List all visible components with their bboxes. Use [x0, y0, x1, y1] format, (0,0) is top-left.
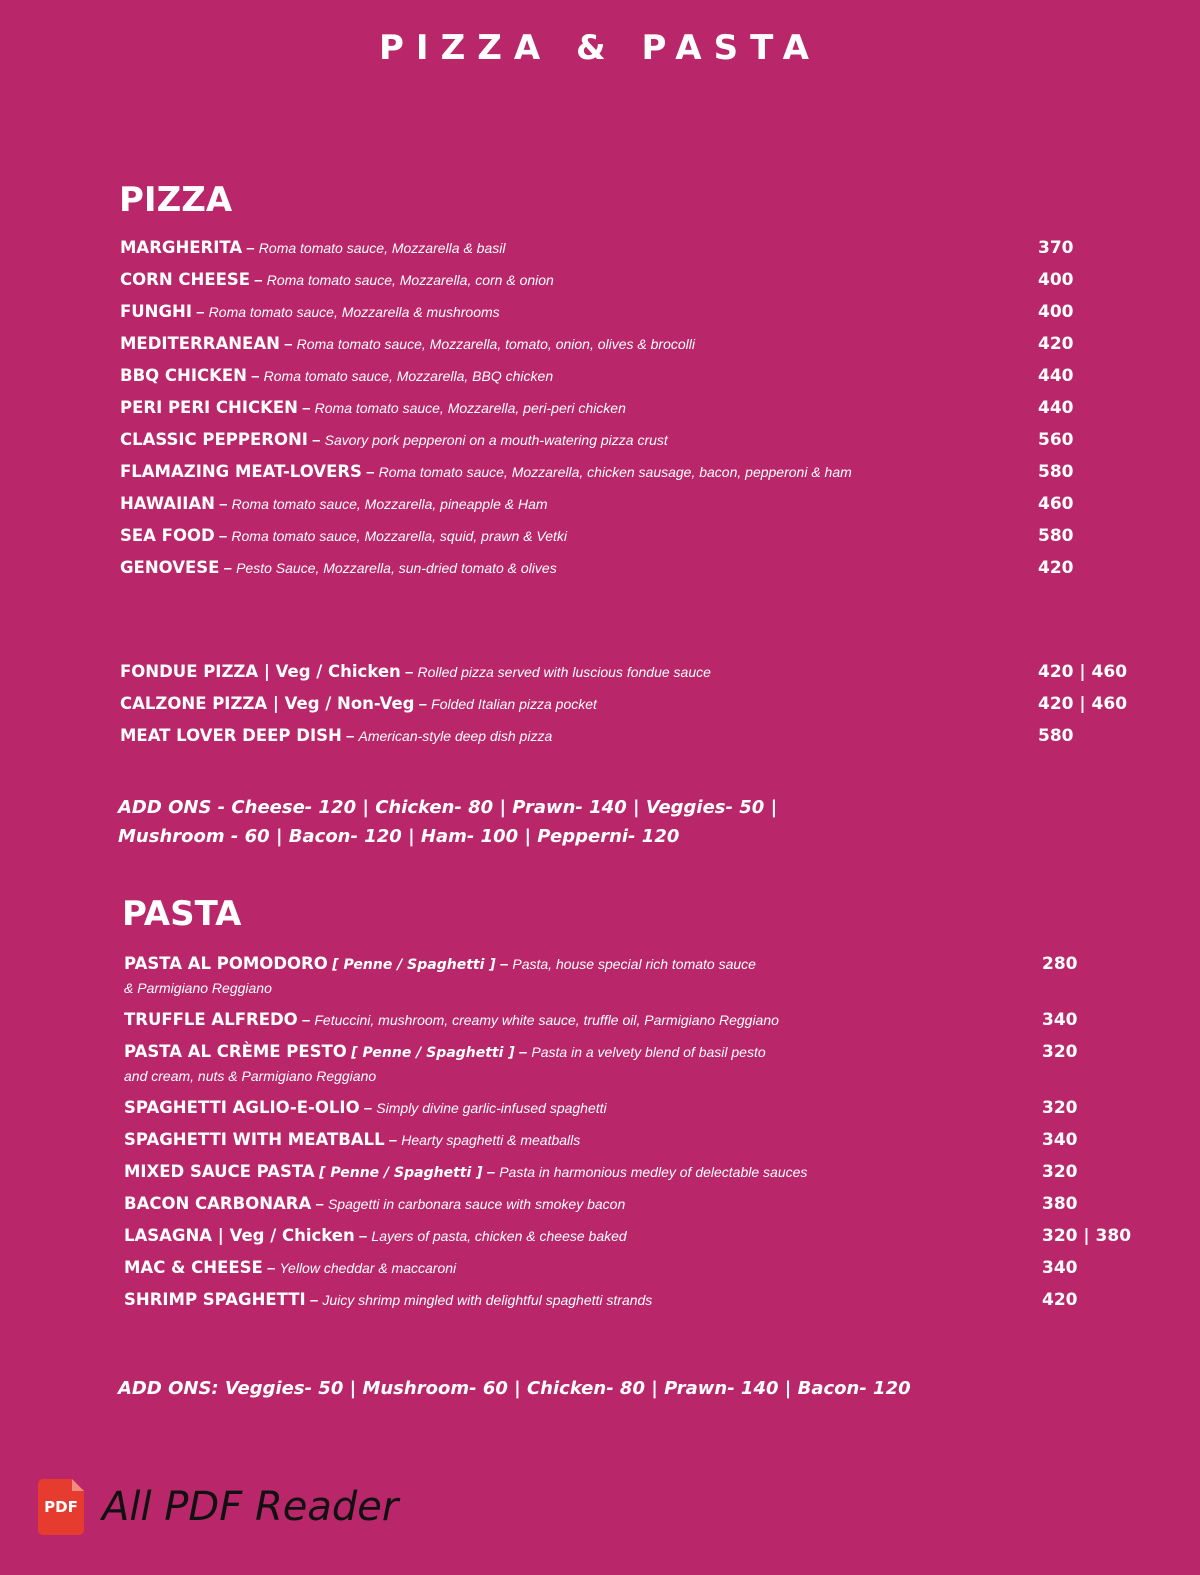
- menu-item: [124, 1127, 1144, 1159]
- item-separator: –: [214, 528, 232, 545]
- pizza-section-title: PIZZA: [119, 180, 233, 220]
- menu-item: [120, 659, 1140, 691]
- item-price: 380: [1042, 1194, 1078, 1214]
- item-description: Spagetti in carbonara sauce with smokey bacon: [327, 1196, 626, 1212]
- item-separator: –: [400, 664, 418, 681]
- menu-item-line: [120, 299, 1140, 326]
- item-price: 320: [1042, 1098, 1078, 1118]
- menu-item-line: [124, 1255, 1144, 1282]
- page-title: PIZZA & PASTA: [379, 28, 821, 68]
- item-description: Roma tomato sauce, Mozzarella, chicken sausage, bacon, pepperoni & ham: [378, 464, 852, 480]
- item-separator: –: [250, 272, 267, 289]
- item-description: Juicy shrimp mingled with delightful spaghetti strands: [322, 1292, 653, 1308]
- item-description-continued: & Parmigiano Reggiano: [124, 980, 272, 996]
- item-separator: –: [311, 1196, 328, 1213]
- pizza-addons-line: ADD ONS - Cheese- 120 | Chicken- 80 | Prawn- 140 | Veggies- 50 |: [118, 797, 778, 818]
- menu-item-line: [120, 331, 1140, 358]
- menu-item-line: [124, 1159, 1144, 1186]
- pizza-addons-line: Mushroom - 60 | Bacon- 120 | Ham- 100 | Pepperni- 120: [118, 826, 680, 847]
- item-name: SHRIMP SPAGHETTI: [124, 1290, 306, 1309]
- item-price: 420 | 460: [1038, 662, 1128, 682]
- menu-item-line: [124, 1223, 1144, 1250]
- pasta-menu-list: [124, 951, 1144, 1319]
- item-price: 580: [1038, 726, 1074, 746]
- item-name: FUNGHI: [120, 302, 192, 321]
- item-separator: –: [191, 304, 209, 321]
- item-description: Folded Italian pizza pocket: [431, 696, 597, 712]
- watermark-text: All PDF Reader: [102, 1484, 399, 1530]
- item-option: [ Penne / Spaghetti ]: [351, 1045, 515, 1061]
- item-description: Hearty spaghetti & meatballs: [401, 1132, 581, 1148]
- item-description: American-style deep dish pizza: [358, 728, 553, 744]
- item-separator: –: [359, 1100, 377, 1117]
- item-price: 370: [1038, 238, 1074, 258]
- item-price: 420 | 460: [1038, 694, 1128, 714]
- item-separator: –: [297, 1012, 315, 1029]
- item-name: FLAMAZING MEAT-LOVERS: [120, 462, 362, 481]
- item-separator: –: [297, 400, 315, 417]
- item-name: MIXED SAUCE PASTA: [124, 1162, 315, 1181]
- pizza-specials-list: [120, 659, 1140, 755]
- item-description: Rolled pizza served with luscious fondue sauce: [417, 664, 711, 680]
- item-separator: –: [305, 1292, 323, 1309]
- item-name: HAWAIIAN: [120, 494, 215, 513]
- menu-item-line: [124, 1127, 1144, 1154]
- item-name: TRUFFLE ALFREDO: [124, 1010, 298, 1029]
- menu-item: [124, 1039, 1144, 1095]
- menu-item: [124, 1191, 1144, 1223]
- menu-item-line: [120, 267, 1140, 294]
- menu-item: [120, 691, 1140, 723]
- item-separator: –: [361, 464, 379, 481]
- item-description: Layers of pasta, chicken & cheese baked: [371, 1228, 627, 1244]
- menu-item-line: [124, 1287, 1144, 1314]
- menu-item: [124, 951, 1144, 1007]
- item-description: Savory pork pepperoni on a mouth-watering pizza crust: [324, 432, 668, 448]
- item-name: BBQ CHICKEN: [120, 366, 247, 385]
- item-price: 460: [1038, 494, 1074, 514]
- menu-item: [120, 491, 1140, 523]
- item-price: 320 | 380: [1042, 1226, 1132, 1246]
- item-price: 420: [1042, 1290, 1078, 1310]
- item-price: 440: [1038, 398, 1074, 418]
- menu-item: [124, 1255, 1144, 1287]
- item-separator: –: [414, 696, 432, 713]
- item-description: Roma tomato sauce, Mozzarella & basil: [258, 240, 506, 256]
- item-description: Roma tomato sauce, Mozzarella & mushrooms: [208, 304, 500, 320]
- menu-item: [120, 427, 1140, 459]
- menu-item-line: [124, 1039, 1144, 1066]
- item-description: Pesto Sauce, Mozzarella, sun-dried tomato & olives: [236, 560, 557, 576]
- item-description: Simply divine garlic-infused spaghetti: [376, 1100, 607, 1116]
- menu-item-line: [120, 723, 1140, 750]
- watermark: [38, 1470, 452, 1544]
- item-separator: –: [219, 560, 237, 577]
- item-name: CORN CHEESE: [120, 270, 251, 289]
- item-separator: –: [341, 728, 359, 745]
- item-name: SPAGHETTI AGLIO-E-OLIO: [124, 1098, 360, 1117]
- menu-item-line: [124, 1191, 1144, 1218]
- item-option: [ Penne / Spaghetti ]: [319, 1165, 483, 1181]
- item-price: 340: [1042, 1258, 1078, 1278]
- menu-item: [124, 1095, 1144, 1127]
- item-description-continued: and cream, nuts & Parmigiano Reggiano: [124, 1068, 377, 1084]
- menu-item-line: [120, 491, 1140, 518]
- item-separator: –: [214, 496, 232, 513]
- item-price: 400: [1038, 302, 1074, 322]
- item-description: Roma tomato sauce, Mozzarella, tomato, onion, olives & brocolli: [296, 336, 695, 352]
- item-name: FONDUE PIZZA | Veg / Chicken: [120, 662, 401, 681]
- item-description: Roma tomato sauce, Mozzarella, squid, prawn & Vetki: [231, 528, 568, 544]
- item-price: 560: [1038, 430, 1074, 450]
- item-name: PERI PERI CHICKEN: [120, 398, 298, 417]
- menu-item: [124, 1287, 1144, 1319]
- menu-item-line: [120, 427, 1140, 454]
- item-price: 420: [1038, 558, 1074, 578]
- item-description: Fetuccini, mushroom, creamy white sauce, truffle oil, Parmigiano Reggiano: [314, 1012, 779, 1028]
- menu-item: [120, 299, 1140, 331]
- item-description: Roma tomato sauce, Mozzarella, pineapple & Ham: [231, 496, 548, 512]
- pdf-file-icon: PDF: [38, 1479, 84, 1535]
- item-separator: –: [514, 1044, 532, 1061]
- item-price: 340: [1042, 1130, 1078, 1150]
- item-price: 280: [1042, 954, 1078, 974]
- item-name: MEAT LOVER DEEP DISH: [120, 726, 342, 745]
- item-description: Roma tomato sauce, Mozzarella, BBQ chicken: [263, 368, 554, 384]
- menu-item: [120, 555, 1140, 587]
- menu-item: [120, 723, 1140, 755]
- item-name: SEA FOOD: [120, 526, 215, 545]
- menu-item: [120, 331, 1140, 363]
- menu-item-line: [124, 1007, 1144, 1034]
- item-name: BACON CARBONARA: [124, 1194, 312, 1213]
- item-separator: –: [384, 1132, 402, 1149]
- item-description: Roma tomato sauce, Mozzarella, corn & onion: [266, 272, 554, 288]
- item-price: 440: [1038, 366, 1074, 386]
- item-name: CALZONE PIZZA | Veg / Non-Veg: [120, 694, 415, 713]
- item-separator: –: [307, 432, 325, 449]
- item-name: PASTA AL POMODORO: [124, 954, 328, 973]
- menu-item: [120, 523, 1140, 555]
- menu-item-line: [120, 363, 1140, 390]
- item-description: Pasta in harmonious medley of delectable sauces: [499, 1164, 808, 1180]
- item-separator: –: [262, 1260, 280, 1277]
- item-description: Roma tomato sauce, Mozzarella, peri-peri chicken: [314, 400, 626, 416]
- menu-item-line: [120, 235, 1140, 262]
- item-price: 320: [1042, 1162, 1078, 1182]
- item-price: 320: [1042, 1042, 1078, 1062]
- menu-item: [120, 363, 1140, 395]
- item-description: Pasta, house special rich tomato sauce: [512, 956, 756, 972]
- menu-item-line: [124, 951, 1144, 978]
- item-separator: –: [354, 1228, 372, 1245]
- item-name: MAC & CHEESE: [124, 1258, 263, 1277]
- item-name: PASTA AL CRÈME PESTO: [124, 1042, 347, 1061]
- pasta-section-title: PASTA: [122, 894, 242, 934]
- menu-item-line: [120, 659, 1140, 686]
- item-price: 580: [1038, 526, 1074, 546]
- item-price: 400: [1038, 270, 1074, 290]
- item-description: Pasta in a velvety blend of basil pesto: [531, 1044, 766, 1060]
- item-name: CLASSIC PEPPERONI: [120, 430, 308, 449]
- item-separator: –: [242, 240, 259, 257]
- menu-item: [124, 1007, 1144, 1039]
- menu-item-line: [120, 555, 1140, 582]
- menu-item-line: [120, 523, 1140, 550]
- menu-item-line: [124, 1095, 1144, 1122]
- menu-item-line: [120, 691, 1140, 718]
- item-separator: –: [495, 956, 513, 973]
- item-name: MARGHERITA: [120, 238, 243, 257]
- item-name: MEDITERRANEAN: [120, 334, 280, 353]
- pizza-menu-list: [120, 235, 1140, 587]
- menu-item: [124, 1159, 1144, 1191]
- item-description: Yellow cheddar & maccaroni: [279, 1260, 457, 1276]
- item-name: SPAGHETTI WITH MEATBALL: [124, 1130, 385, 1149]
- menu-item: [120, 395, 1140, 427]
- pasta-addons: ADD ONS: Veggies- 50 | Mushroom- 60 | Chicken- 80 | Prawn- 140 | Bacon- 120: [118, 1378, 911, 1399]
- item-separator: –: [482, 1164, 500, 1181]
- item-price: 580: [1038, 462, 1074, 482]
- item-name: LASAGNA | Veg / Chicken: [124, 1226, 355, 1245]
- item-name: GENOVESE: [120, 558, 220, 577]
- item-price: 340: [1042, 1010, 1078, 1030]
- pizza-addons: [118, 793, 777, 851]
- menu-item: [124, 1223, 1144, 1255]
- menu-item: [120, 267, 1140, 299]
- item-separator: –: [246, 368, 264, 385]
- menu-item-line: [120, 395, 1140, 422]
- item-price: 420: [1038, 334, 1074, 354]
- item-separator: –: [279, 336, 297, 353]
- menu-item-line: [120, 459, 1140, 486]
- menu-item: [120, 459, 1140, 491]
- item-option: [ Penne / Spaghetti ]: [332, 957, 496, 973]
- menu-item: [120, 235, 1140, 267]
